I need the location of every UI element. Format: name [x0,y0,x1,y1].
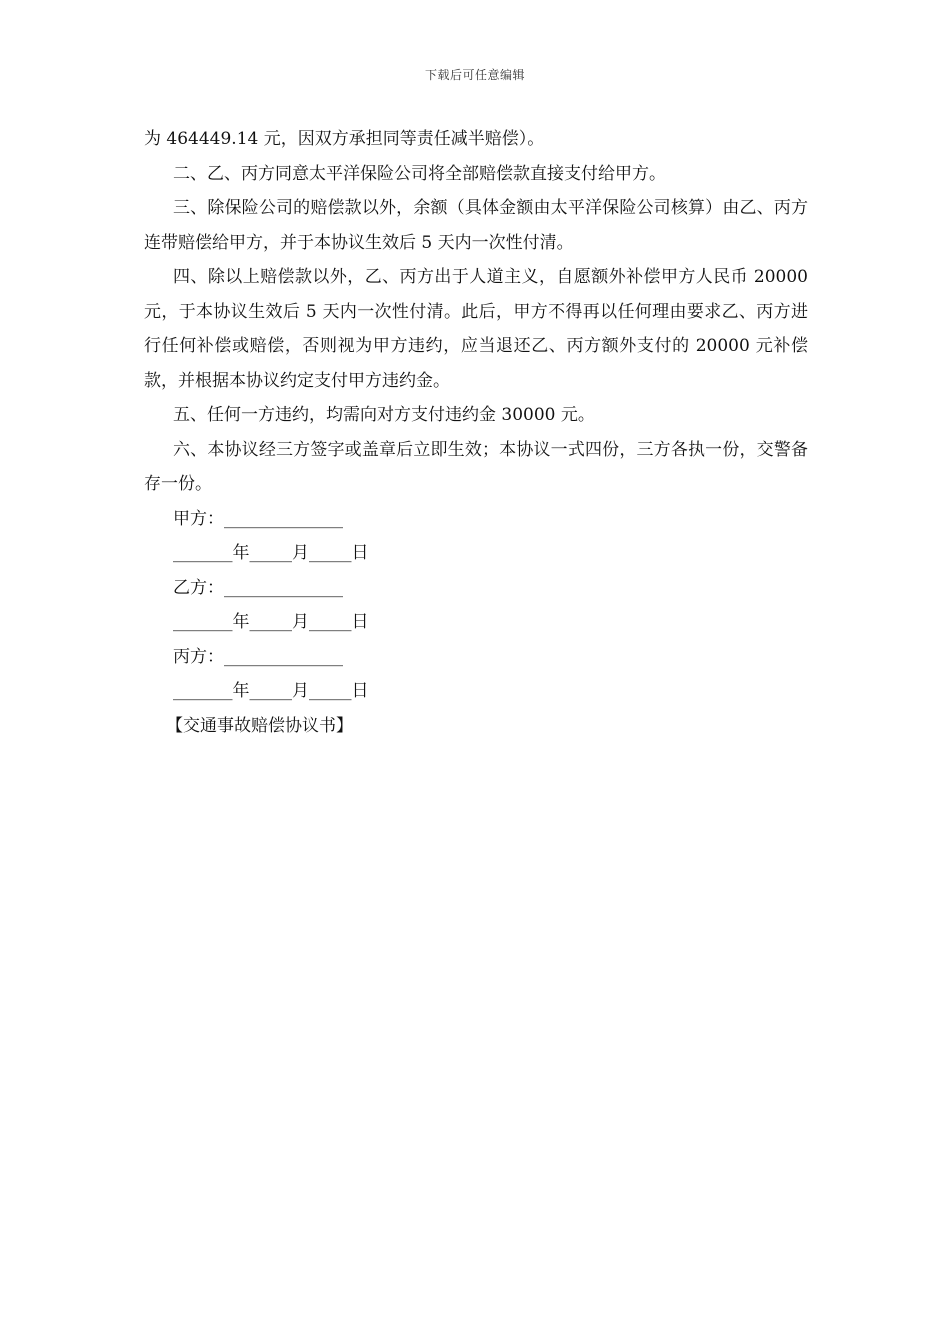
agreement-body [144,122,808,743]
paragraph-continuation: 为 464449.14 元，因双方承担同等责任减半赔偿）。 [144,129,545,149]
clause-5: 五、任何一方违约，均需向对方支付违约金 30000 元。 [173,405,595,425]
signature-date-a: _______年_____月_____日 [173,543,369,563]
clause-6: 六、本协议经三方签字或盖章后立即生效；本协议一式四份，三方各执一份，交警备存一份。 [144,439,808,494]
clause-2: 二、乙、丙方同意太平洋保险公司将全部赔偿款直接支付给甲方。 [173,163,666,184]
signature-party-b: 乙方：______________ [173,577,343,598]
clause-4: 四、除以上赔偿款以外，乙、丙方出于人道主义，自愿额外补偿甲方人民币 20000 元，于本协议生效后 5 天内一次性付清。此后，甲方不得再以任何理由要求乙、丙方进行任何补偿或赔偿，否则视为甲方违约，应当退还乙、丙方额外支付的 20000 元补偿款，并根据本协议约定支付甲方违约金。 [144,267,808,391]
signature-party-c: 丙方：______________ [173,646,343,667]
signature-date-c: _______年_____月_____日 [173,681,369,701]
clause-3: 三、除保险公司的赔偿款以外，余额（具体金额由太平洋保险公司核算）由乙、丙方连带赔偿给甲方，并于本协议生效后 5 天内一次性付清。 [144,198,808,253]
page-header-note: 下载后可任意编辑 [424,68,525,82]
signature-date-b: _______年_____月_____日 [173,612,369,632]
document-title-tag: 【交通事故赔偿协议书】 [166,715,353,736]
signature-party-a: 甲方：______________ [173,508,343,529]
